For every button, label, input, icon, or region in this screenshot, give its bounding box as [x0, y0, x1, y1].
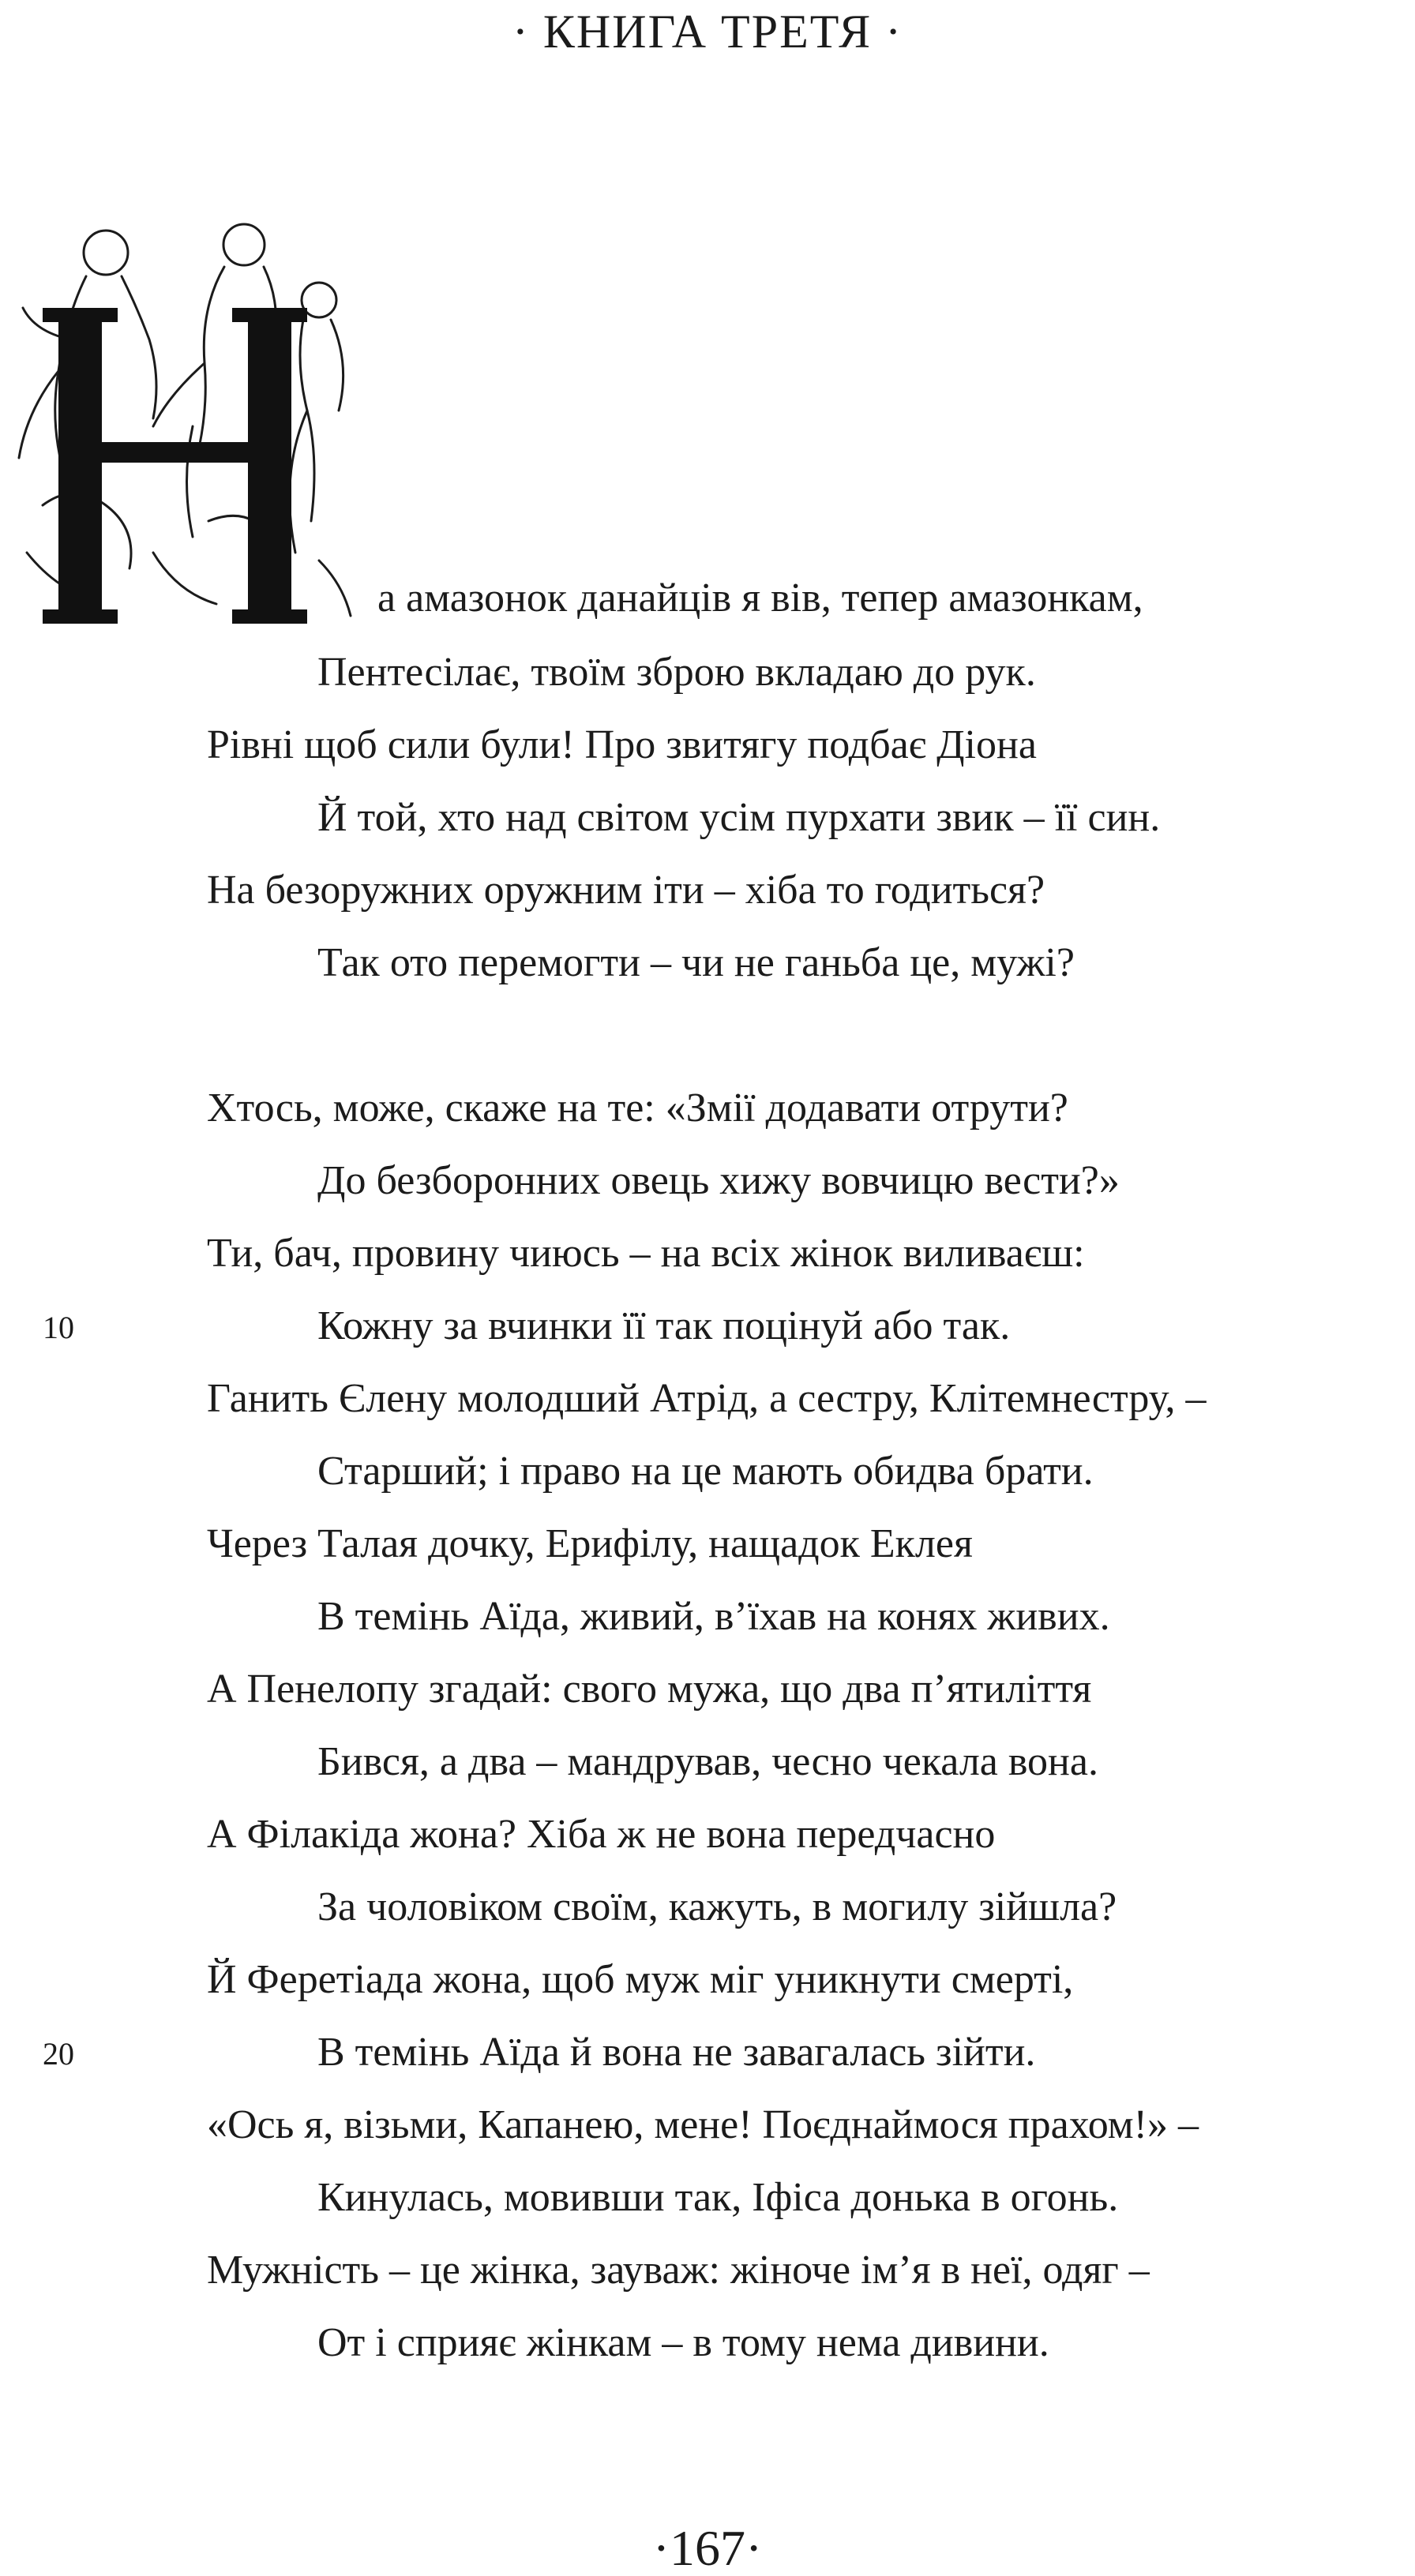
poem-line: Кинулась, мовивши так, Іфіса донька в огонь. — [317, 2175, 1119, 2220]
poem-line: Рівні щоб сили були! Про звитягу подбає Діона — [207, 722, 1037, 767]
poem-line: До безборонних овець хижу вовчицю вести?» — [317, 1158, 1120, 1203]
poem-line: «Ось я, візьми, Капанею, мене! Поєднаймося прахом!» – — [207, 2102, 1199, 2147]
poem-line: В темінь Аїда, живий, в’їхав на конях живих. — [317, 1594, 1110, 1639]
running-header: · КНИГА ТРЕТЯ · — [512, 6, 903, 58]
line-number: 20 — [43, 2036, 74, 2072]
poem-line: А Пенелопу згадай: свого мужа, що два п’ятиліття — [207, 1667, 1092, 1712]
poem-line: За чоловіком своїм, кажуть, в могилу зійшла? — [317, 1884, 1117, 1929]
poem-line: А Філакіда жона? Хіба ж не вона передчасно — [207, 1812, 996, 1857]
poem-line: а амазонок данайців я вів, тепер амазонкам, — [377, 576, 1143, 621]
poem-line: Ти, бач, провину чиюсь – на всіх жінок виливаєш: — [207, 1231, 1085, 1276]
poem-line: Кожну за вчинки її так поцінуй або так. — [317, 1303, 1011, 1348]
poem-line: Старший; і право на це мають обидва брати. — [317, 1449, 1094, 1494]
poem-line: На безоружних оружним іти – хіба то годиться? — [207, 868, 1045, 913]
page-number: ·167· — [652, 2520, 763, 2576]
poem-line: В темінь Аїда й вона не завагалась зійти. — [317, 2030, 1036, 2075]
poem-line: Через Талая дочку, Ерифілу, нащадок Еклея — [207, 1521, 973, 1566]
poem-line: Бився, а два – мандрував, чесно чекала вона. — [317, 1739, 1098, 1784]
poem-line: Хтось, може, скаже на те: «Змії додавати отрути? — [207, 1086, 1068, 1131]
poem-line: Й той, хто над світом усім пурхати звик – її син. — [317, 795, 1161, 840]
line-number: 10 — [43, 1310, 74, 1345]
poem-line: Пентесілає, твоїм зброю вкладаю до рук. — [317, 650, 1036, 695]
poem-line: От і сприяє жінкам – в тому нема дивини. — [317, 2320, 1049, 2365]
poem-line: Ганить Єлену молодший Атрід, а сестру, Клітемнестру, – — [207, 1376, 1207, 1421]
poem-line: Мужність – це жінка, зауваж: жіноче ім’я в неї, одяг – — [207, 2248, 1150, 2293]
poem-line: Й Феретіада жона, щоб муж міг уникнути смерті, — [207, 1957, 1074, 2002]
poem-line: Так ото перемогти – чи не ганьба це, мужі? — [317, 940, 1075, 985]
